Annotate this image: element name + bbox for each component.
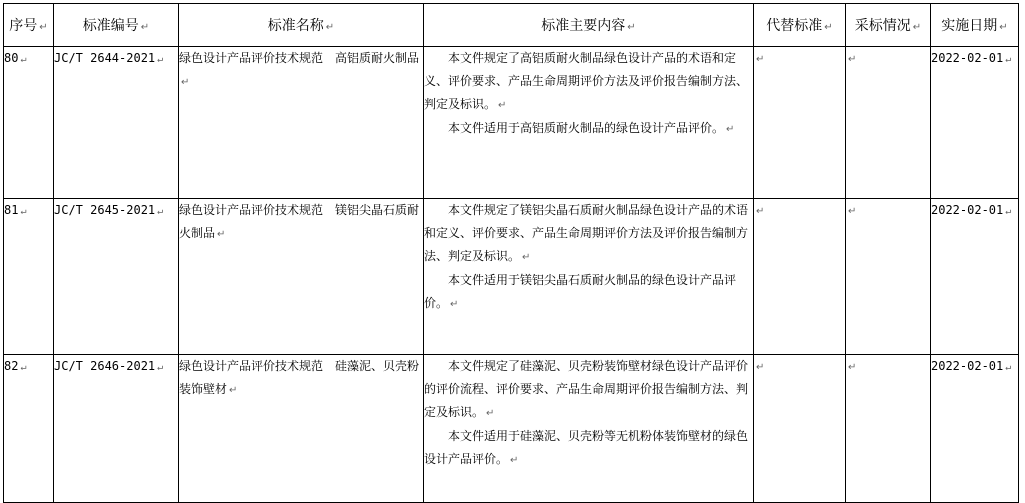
cell-replace: ↵ [754,199,846,355]
header-no: 序号 ↵ [4,4,54,47]
content-paragraph: 本文件适用于硅藻泥、贝壳粉等无机粉体装饰壁材的绿色设计产品评价。 ↵ [424,429,749,466]
cell-adopt: ↵ [846,199,931,355]
cell-content [424,199,754,355]
content-paragraph: 本文件规定了镁铝尖晶石质耐火制品绿色设计产品的术语和定义、评价要求、产品生命周期评价方法及评价报告编制方法、判定及标识。 ↵ [424,203,749,263]
cell-code: JC/T 2646-2021 ↵ [54,355,179,503]
header-date: 实施日期 ↵ [931,4,1019,47]
cell-date: 2022-02-01 ↵ [931,355,1019,503]
standards-table [3,3,1019,503]
cell-no: 82 ↵ [4,355,54,503]
cell-no: 80 ↵ [4,47,54,199]
header-replace: 代替标准 ↵ [754,4,846,47]
cell-date: 2022-02-01 ↵ [931,47,1019,199]
table-row [4,47,1019,199]
content-paragraph: 本文件规定了高铝质耐火制品绿色设计产品的术语和定义、评价要求、产品生命周期评价方法及评价报告编制方法、判定及标识。 ↵ [424,51,749,111]
cell-replace: ↵ [754,355,846,503]
cell-date: 2022-02-01 ↵ [931,199,1019,355]
header-content: 标准主要内容 ↵ [424,4,754,47]
content-paragraph: 本文件适用于高铝质耐火制品的绿色设计产品评价。 ↵ [448,121,735,135]
cell-name: 绿色设计产品评价技术规范 硅藻泥、贝壳粉装饰壁材 ↵ [179,355,424,503]
cell-name: 绿色设计产品评价技术规范 镁铝尖晶石质耐火制品 ↵ [179,199,424,355]
cell-content [424,47,754,199]
content-paragraph: 本文件适用于镁铝尖晶石质耐火制品的绿色设计产品评价。 ↵ [424,273,737,310]
cell-code: JC/T 2644-2021 ↵ [54,47,179,199]
table-row [4,355,1019,503]
cell-replace: ↵ [754,47,846,199]
header-name: 标准名称 ↵ [179,4,424,47]
header-adopt: 采标情况 ↵ [846,4,931,47]
cell-name: 绿色设计产品评价技术规范 高铝质耐火制品↵ [179,47,424,199]
cell-adopt: ↵ [846,47,931,199]
cell-code: JC/T 2645-2021 ↵ [54,199,179,355]
cell-content [424,355,754,503]
header-row [4,4,1019,47]
cell-no: 81 ↵ [4,199,54,355]
header-code: 标准编号 ↵ [54,4,179,47]
content-paragraph: 本文件规定了硅藻泥、贝壳粉装饰壁材绿色设计产品评价的评价流程、评价要求、产品生命周期评价报告编制方法、判定及标识。 ↵ [424,359,749,419]
cell-adopt: ↵ [846,355,931,503]
table-row [4,199,1019,355]
